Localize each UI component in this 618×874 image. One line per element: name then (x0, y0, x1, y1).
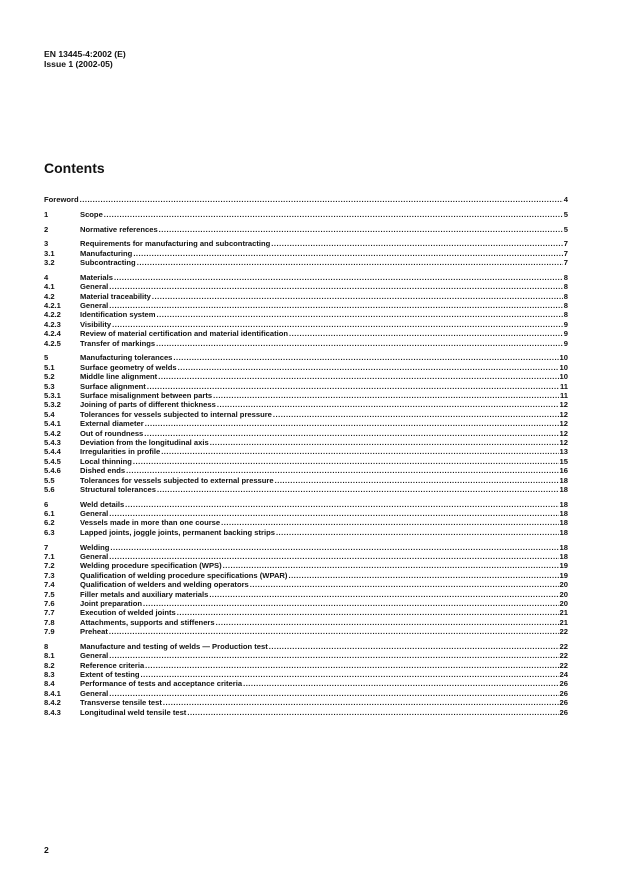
toc-page-number: 12 (559, 400, 568, 410)
toc-section-number: 2 (44, 224, 49, 234)
toc-section-number: 5.4.6 (44, 466, 61, 476)
toc-section-title: Qualification of welding procedure specifications (WPAR) (80, 570, 288, 580)
toc-leader-dots (216, 618, 559, 627)
toc-section-number: 8.3 (44, 670, 55, 680)
toc-leader-dots (173, 353, 558, 362)
toc-entry[interactable] (44, 410, 568, 419)
toc-section-title: General (80, 651, 109, 661)
toc-page-number: 13 (559, 447, 568, 457)
toc-entry[interactable] (44, 429, 568, 438)
toc-entry[interactable] (44, 689, 568, 698)
toc-entry[interactable] (44, 301, 568, 310)
toc-page-number: 19 (559, 561, 568, 571)
toc-section-title: Foreword (44, 195, 79, 204)
toc-entry[interactable] (44, 571, 568, 580)
toc-entry[interactable] (44, 608, 568, 617)
toc-section-number: 7.2 (44, 561, 55, 571)
toc-leader-dots (269, 642, 559, 651)
toc-leader-dots (141, 670, 559, 679)
toc-section-number: 5.6 (44, 484, 55, 494)
toc-page-number: 22 (559, 641, 568, 651)
toc-page-number: 7 (563, 239, 568, 249)
toc-page-number: 9 (563, 329, 568, 339)
toc-entry[interactable] (44, 249, 568, 258)
toc-leader-dots (137, 258, 563, 267)
toc-section-number: 3.2 (44, 258, 55, 268)
toc-entry[interactable] (44, 500, 568, 509)
toc-section-number: 8.4.2 (44, 698, 61, 708)
toc-section-number: 3 (44, 239, 49, 249)
toc-leader-dots (221, 518, 558, 527)
toc-section-title: Reference criteria (80, 660, 145, 670)
toc-entry[interactable] (44, 353, 568, 362)
toc-section-number: 7.6 (44, 598, 55, 608)
toc-section-title: Irregularities in profile (80, 447, 161, 457)
toc-entry[interactable] (44, 599, 568, 608)
toc-section-title: Attachments, supports and stiffeners (80, 617, 215, 627)
toc-entry[interactable] (44, 363, 568, 372)
toc-section-number: 4.2.4 (44, 329, 61, 339)
toc-page-number: 22 (559, 660, 568, 670)
toc-section-number: 8.4 (44, 679, 55, 689)
toc-page-number: 12 (559, 437, 568, 447)
toc-leader-dots (109, 689, 558, 698)
toc-leader-dots (163, 698, 559, 707)
toc-page-number: 5 (563, 209, 568, 219)
toc-page-number: 8 (563, 291, 568, 301)
toc-section-title: Lapped joints, joggle joints, permanent backing strips (80, 527, 275, 537)
toc-leader-dots (104, 210, 563, 219)
toc-leader-dots (157, 485, 559, 494)
toc-page-number: 16 (559, 466, 568, 476)
toc-section-number: 5.5 (44, 475, 55, 485)
toc-leader-dots (178, 363, 559, 372)
toc-section-number: 5.3.2 (44, 400, 61, 410)
toc-section-title: Welding procedure specification (WPS) (80, 561, 222, 571)
toc-section-title: Welding (80, 542, 110, 552)
toc-section-number: 1 (44, 209, 49, 219)
toc-leader-dots (276, 528, 559, 537)
toc-page-number: 18 (559, 527, 568, 537)
toc-entry[interactable] (44, 670, 568, 679)
toc-section-title: Local thinning (80, 456, 132, 466)
toc-entry[interactable] (44, 239, 568, 248)
toc-page-number: 10 (559, 372, 568, 382)
toc-entry[interactable] (44, 419, 568, 428)
toc-section-number: 5.3 (44, 381, 55, 391)
toc-section-number: 7 (44, 542, 49, 552)
toc-section-title: External diameter (80, 419, 144, 429)
toc-section-title: Performance of tests and acceptance criteria (80, 679, 243, 689)
toc-leader-dots (213, 391, 559, 400)
toc-page-number: 18 (559, 475, 568, 485)
toc-page-number: 5 (563, 224, 568, 234)
toc-section-number: 8.2 (44, 660, 55, 670)
toc-page-number: 22 (559, 651, 568, 661)
toc-section-title: Surface misalignment between parts (80, 390, 213, 400)
toc-page-number: 20 (559, 598, 568, 608)
toc-leader-dots (156, 339, 563, 348)
table-of-contents (44, 195, 568, 717)
toc-entry[interactable] (44, 391, 568, 400)
toc-section-title: Structural tolerances (80, 484, 156, 494)
toc-entry[interactable] (44, 400, 568, 409)
toc-entry[interactable] (44, 627, 568, 636)
toc-section-number: 5.4.4 (44, 447, 61, 457)
toc-entry[interactable] (44, 210, 568, 219)
toc-page-number: 18 (559, 509, 568, 519)
toc-entry[interactable] (44, 438, 568, 447)
toc-section-title: Scope (80, 209, 103, 219)
toc-page-number: 8 (563, 282, 568, 292)
toc-page-number: 12 (559, 428, 568, 438)
toc-entry[interactable] (44, 698, 568, 707)
toc-section-number: 8.4.1 (44, 688, 61, 698)
toc-leader-dots (125, 500, 558, 509)
toc-section-title: Vessels made in more than one course (80, 518, 221, 528)
toc-section-title: Normative references (80, 224, 158, 234)
toc-entry[interactable] (44, 651, 568, 660)
toc-entry[interactable] (44, 457, 568, 466)
toc-entry[interactable] (44, 225, 568, 234)
toc-entry[interactable] (44, 661, 568, 670)
toc-leader-dots (109, 627, 559, 636)
toc-leader-dots (217, 400, 559, 409)
toc-section-number: 6.1 (44, 509, 55, 519)
toc-section-title: Transverse tensile test (80, 698, 162, 708)
toc-section-number: 7.3 (44, 570, 55, 580)
toc-entry[interactable] (44, 258, 568, 267)
toc-entry[interactable] (44, 320, 568, 329)
toc-page-number: 11 (559, 390, 568, 400)
toc-entry[interactable] (44, 195, 568, 204)
toc-entry[interactable] (44, 543, 568, 552)
toc-page-number: 22 (559, 627, 568, 637)
toc-section-title: Surface geometry of welds (80, 362, 177, 372)
toc-section-title: Visibility (80, 319, 112, 329)
toc-leader-dots (210, 438, 559, 447)
toc-page-number: 8 (563, 301, 568, 311)
toc-entry[interactable] (44, 552, 568, 561)
toc-section-title: General (80, 688, 109, 698)
toc-leader-dots (114, 273, 563, 282)
toc-section-number: 4 (44, 272, 49, 282)
toc-leader-dots (143, 599, 559, 608)
toc-entry[interactable] (44, 273, 568, 282)
toc-section-title: Filler metals and auxiliary materials (80, 589, 209, 599)
toc-section-number: 5.2 (44, 372, 55, 382)
toc-section-number: 7.5 (44, 589, 55, 599)
toc-page-number: 8 (563, 272, 568, 282)
toc-leader-dots (223, 561, 559, 570)
toc-section-title: Joint preparation (80, 598, 143, 608)
toc-entry[interactable] (44, 485, 568, 494)
toc-entry[interactable] (44, 476, 568, 485)
toc-section-number: 6 (44, 499, 49, 509)
toc-leader-dots (209, 590, 558, 599)
toc-section-title: Manufacturing tolerances (80, 353, 173, 363)
toc-section-number: 5.4.5 (44, 456, 61, 466)
toc-leader-dots (109, 282, 562, 291)
toc-entry[interactable] (44, 292, 568, 301)
toc-leader-dots (157, 310, 563, 319)
toc-section-title: Longitudinal weld tensile test (80, 707, 187, 717)
toc-entry[interactable] (44, 642, 568, 651)
toc-page-number: 21 (559, 617, 568, 627)
toc-section-number: 5.4.2 (44, 428, 61, 438)
toc-leader-dots (147, 382, 559, 391)
toc-section-title: Preheat (80, 627, 108, 637)
toc-page-number: 9 (563, 338, 568, 348)
toc-leader-dots (109, 552, 558, 561)
toc-leader-dots (109, 509, 558, 518)
toc-section-number: 5 (44, 353, 49, 363)
toc-page-number: 24 (559, 670, 568, 680)
issue-line: Issue 1 (2002-05) (44, 59, 113, 69)
toc-page-number: 15 (559, 456, 568, 466)
toc-section-title: Qualification of welders and welding operators (80, 580, 249, 590)
toc-page-number: 8 (563, 310, 568, 320)
toc-section-number: 4.2.1 (44, 301, 61, 311)
toc-section-number: 5.1 (44, 362, 55, 372)
toc-leader-dots (288, 571, 558, 580)
toc-section-title: Requirements for manufacturing and subcontracting (80, 239, 271, 249)
toc-section-title: Surface alignment (80, 381, 146, 391)
toc-entry[interactable] (44, 466, 568, 475)
toc-page-number: 26 (559, 707, 568, 717)
toc-entry[interactable] (44, 372, 568, 381)
toc-section-title: Manufacture and testing of welds — Production test (80, 641, 268, 651)
toc-entry[interactable] (44, 282, 568, 291)
toc-section-number: 8.4.3 (44, 707, 61, 717)
toc-entry[interactable] (44, 310, 568, 319)
toc-entry[interactable] (44, 329, 568, 338)
toc-page-number: 20 (559, 580, 568, 590)
toc-section-title: Extent of testing (80, 670, 140, 680)
toc-section-title: General (80, 509, 109, 519)
toc-page-number: 7 (563, 248, 568, 258)
toc-entry[interactable] (44, 518, 568, 527)
toc-leader-dots (289, 329, 563, 338)
toc-entry[interactable] (44, 561, 568, 570)
toc-section-number: 3.1 (44, 248, 55, 258)
toc-section-title: Tolerances for vessels subjected to external pressure (80, 475, 274, 485)
toc-section-title: Subcontracting (80, 258, 136, 268)
toc-section-title: General (80, 282, 109, 292)
toc-leader-dots (187, 708, 558, 717)
toc-section-number: 7.7 (44, 608, 55, 618)
toc-section-title: Manufacturing (80, 248, 133, 258)
toc-section-number: 6.3 (44, 527, 55, 537)
toc-entry[interactable] (44, 447, 568, 456)
toc-section-title: General (80, 301, 109, 311)
toc-section-number: 4.2.5 (44, 338, 61, 348)
toc-page-number: 7 (563, 258, 568, 268)
toc-leader-dots (159, 225, 563, 234)
toc-section-number: 5.4.3 (44, 437, 61, 447)
toc-page-number: 12 (559, 419, 568, 429)
toc-section-number: 4.2.3 (44, 319, 61, 329)
toc-page-number: 10 (559, 362, 568, 372)
toc-section-number: 4.1 (44, 282, 55, 292)
toc-leader-dots (145, 661, 558, 670)
toc-entry[interactable] (44, 339, 568, 348)
toc-section-number: 6.2 (44, 518, 55, 528)
toc-section-number: 4.2 (44, 291, 55, 301)
toc-section-number: 8.1 (44, 651, 55, 661)
toc-page-number: 9 (563, 319, 568, 329)
toc-section-number: 7.9 (44, 627, 55, 637)
toc-section-title: Review of material certification and material identification (80, 329, 289, 339)
toc-section-number: 5.4 (44, 409, 55, 419)
toc-entry[interactable] (44, 618, 568, 627)
toc-section-number: 4.2.2 (44, 310, 61, 320)
toc-leader-dots (133, 457, 559, 466)
toc-leader-dots (109, 301, 562, 310)
toc-leader-dots (80, 195, 563, 204)
toc-leader-dots (110, 543, 558, 552)
toc-section-title: Middle line alignment (80, 372, 158, 382)
toc-page-number: 12 (559, 409, 568, 419)
toc-entry[interactable] (44, 708, 568, 717)
toc-section-title: Deviation from the longitudinal axis (80, 437, 209, 447)
toc-page-number: 18 (559, 518, 568, 528)
toc-page-number: 4 (563, 195, 568, 204)
toc-page-number: 19 (559, 570, 568, 580)
toc-page-number: 18 (559, 484, 568, 494)
toc-section-title: Identification system (80, 310, 156, 320)
toc-page-number: 18 (559, 499, 568, 509)
toc-page-number: 11 (559, 381, 568, 391)
toc-leader-dots (273, 410, 559, 419)
toc-leader-dots (275, 476, 559, 485)
toc-section-title: Materials (80, 272, 113, 282)
toc-page-number: 26 (559, 688, 568, 698)
toc-entry[interactable] (44, 580, 568, 589)
toc-page-number: 21 (559, 608, 568, 618)
toc-section-number: 5.3.1 (44, 390, 61, 400)
toc-leader-dots (109, 651, 558, 660)
document-header (44, 49, 126, 69)
toc-page-number: 10 (559, 353, 568, 363)
toc-page-number: 20 (559, 589, 568, 599)
toc-leader-dots (145, 419, 559, 428)
toc-section-number: 7.8 (44, 617, 55, 627)
toc-entry[interactable] (44, 679, 568, 688)
toc-leader-dots (271, 239, 562, 248)
toc-leader-dots (126, 466, 558, 475)
toc-section-number: 8 (44, 641, 49, 651)
toc-section-title: Joining of parts of different thickness (80, 400, 216, 410)
toc-section-title: Out of roundness (80, 428, 144, 438)
toc-leader-dots (112, 320, 563, 329)
toc-leader-dots (161, 447, 558, 456)
toc-entry[interactable] (44, 382, 568, 391)
toc-section-number: 7.4 (44, 580, 55, 590)
page-title: Contents (44, 160, 105, 176)
toc-leader-dots (177, 608, 559, 617)
toc-leader-dots (158, 372, 558, 381)
toc-page-number: 26 (559, 698, 568, 708)
toc-entry[interactable] (44, 509, 568, 518)
toc-page-number: 18 (559, 542, 568, 552)
toc-section-title: Tolerances for vessels subjected to internal pressure (80, 409, 272, 419)
toc-section-title: Weld details (80, 499, 125, 509)
toc-section-title: Dished ends (80, 466, 126, 476)
toc-leader-dots (152, 292, 563, 301)
toc-section-title: Execution of welded joints (80, 608, 176, 618)
toc-section-title: Material traceability (80, 291, 151, 301)
toc-section-number: 5.4.1 (44, 419, 61, 429)
standard-number: EN 13445-4:2002 (E) (44, 49, 126, 59)
toc-page-number: 18 (559, 552, 568, 562)
toc-entry[interactable] (44, 590, 568, 599)
toc-leader-dots (144, 429, 558, 438)
page-number: 2 (44, 845, 49, 855)
toc-section-title: Transfer of markings (80, 338, 156, 348)
toc-section-title: General (80, 552, 109, 562)
toc-leader-dots (243, 679, 558, 688)
toc-leader-dots (133, 249, 562, 258)
toc-section-number: 7.1 (44, 552, 55, 562)
toc-leader-dots (250, 580, 559, 589)
toc-page-number: 26 (559, 679, 568, 689)
toc-entry[interactable] (44, 528, 568, 537)
